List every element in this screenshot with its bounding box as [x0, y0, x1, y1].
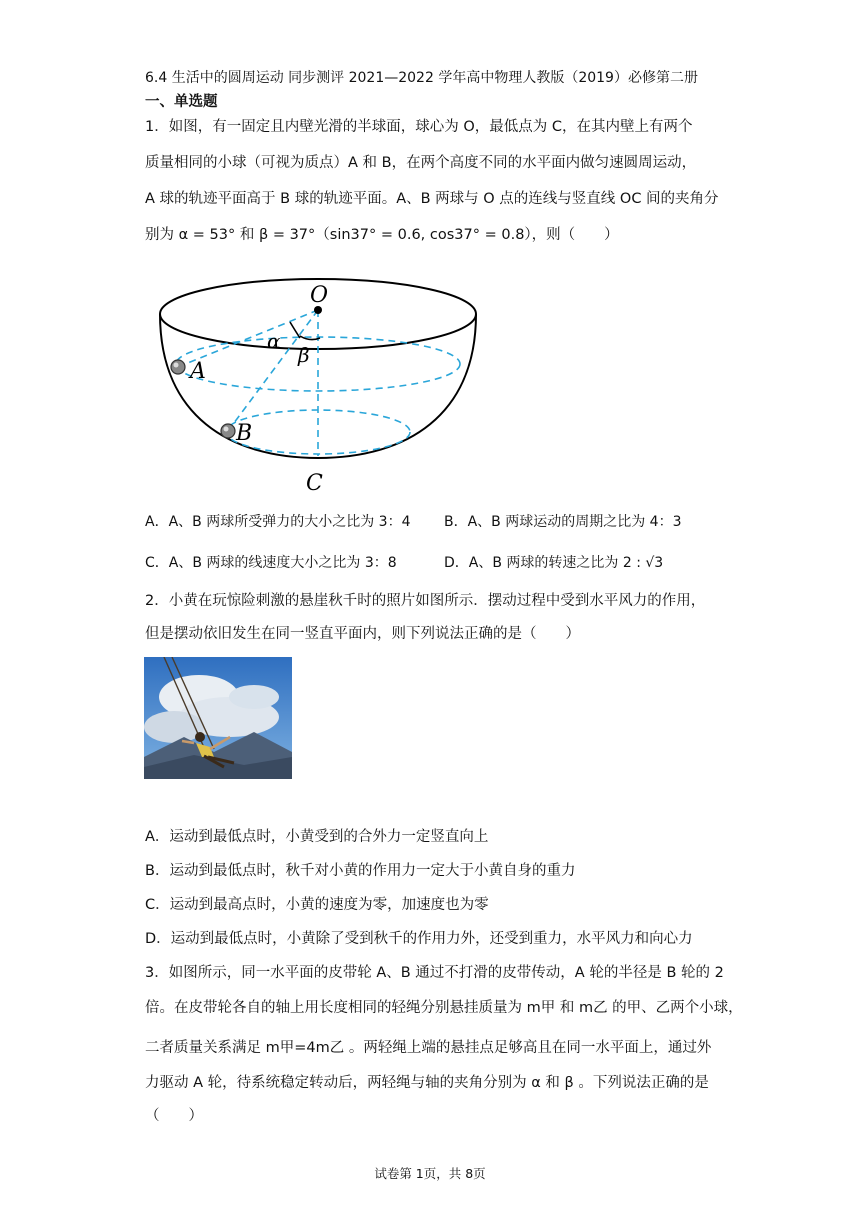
- label-o: O: [310, 283, 329, 308]
- q2-option-b: B．运动到最低点时，秋千对小黄的作用力一定大于小黄自身的重力: [145, 863, 576, 879]
- label-a: A: [190, 359, 206, 384]
- q2-option-a: A．运动到最低点时，小黄受到的合外力一定竖直向上: [145, 829, 489, 845]
- q3-line-5: （ ）: [145, 1108, 203, 1124]
- q1-line-4: 别为 α = 53° 和 β = 37°（sin37° = 0.6, cos37° = 0.8），则（ ）: [145, 227, 619, 243]
- label-alpha: α: [267, 329, 281, 353]
- q1-line-1: 1．如图，有一固定且内壁光滑的半球面，球心为 O，最低点为 C，在其内壁上有两个: [145, 119, 693, 135]
- q3-line-1: 3．如图所示，同一水平面的皮带轮 A、B 通过不打滑的皮带传动，A 轮的半径是 B 轮的 2: [145, 965, 724, 981]
- q2-option-c: C．运动到最高点时，小黄的速度为零，加速度也为零: [145, 897, 489, 913]
- hemisphere-figure: [150, 276, 490, 498]
- q3-line-2: 倍。在皮带轮各自的轴上用长度相同的轻绳分别悬挂质量为 m甲 和 m乙 的甲、乙两个小球，: [145, 1000, 743, 1016]
- swing-photo: [144, 657, 292, 779]
- q2-line-1: 2．小黄在玩惊险刺激的悬崖秋千时的照片如图所示．摆动过程中受到水平风力的作用，: [145, 593, 706, 609]
- page-footer: 试卷第 1页，共 8页: [374, 1166, 486, 1181]
- q2-option-d: D．运动到最低点时，小黄除了受到秋千的作用力外，还受到重力，水平风力和向心力: [145, 931, 693, 947]
- q1-option-d: D．A、B 两球的转速之比为 2 : √3: [444, 555, 664, 571]
- label-beta: β: [298, 343, 310, 367]
- label-b: B: [236, 421, 253, 446]
- section-heading: 一、单选题: [145, 94, 218, 110]
- q1-line-2: 质量相同的小球（可视为质点）A 和 B，在两个高度不同的水平面内做匀速圆周运动，: [145, 155, 697, 171]
- document-title: 6.4 生活中的圆周运动 同步测评 2021—2022 学年高中物理人教版（2019）必修第二册: [145, 70, 698, 86]
- q1-line-3: A 球的轨迹平面高于 B 球的轨迹平面。A、B 两球与 O 点的连线与竖直线 OC 间的夹角分: [145, 191, 719, 207]
- q1-option-a: A．A、B 两球所受弹力的大小之比为 3：4: [145, 514, 411, 530]
- q1-option-c: C．A、B 两球的线速度大小之比为 3：8: [145, 555, 397, 571]
- label-c: C: [306, 471, 323, 496]
- q3-line-3: 二者质量关系满足 m甲=4m乙 。两轻绳上端的悬挂点足够高且在同一水平面上，通过外: [145, 1040, 712, 1056]
- q3-line-4: 力驱动 A 轮，待系统稳定转动后，两轻绳与轴的夹角分别为 α 和 β 。下列说法正确的是: [145, 1075, 709, 1091]
- q1-option-b: B．A、B 两球运动的周期之比为 4：3: [444, 514, 682, 530]
- q2-line-2: 但是摆动依旧发生在同一竖直平面内，则下列说法正确的是（ ）: [145, 626, 580, 642]
